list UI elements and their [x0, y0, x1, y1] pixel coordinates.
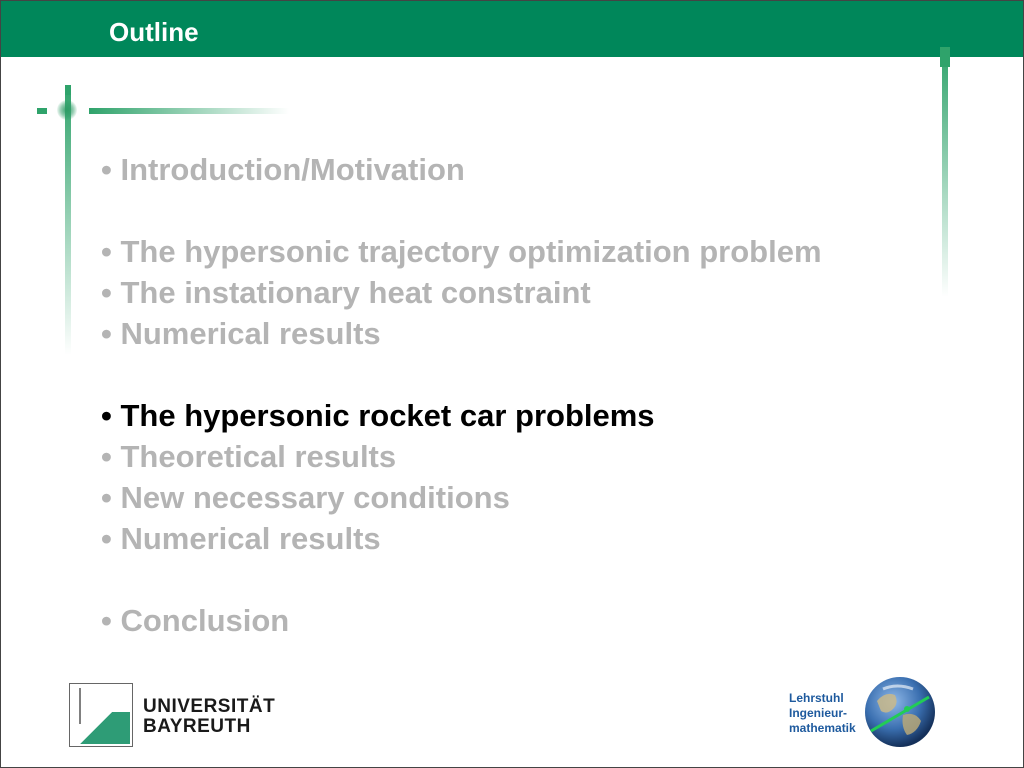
header-bar: [1, 1, 1023, 57]
decorative-accent-horizontal-line: [89, 108, 289, 114]
chair-name: [789, 691, 856, 736]
outline-item-heat-constraint: • The instationary heat constraint: [101, 275, 591, 310]
chair-name-line3: mathematik: [789, 721, 856, 735]
decorative-accent-right-line: [942, 47, 948, 297]
decorative-accent-glow-dot: [57, 100, 77, 120]
decorative-accent-top-tick: [65, 85, 71, 95]
decorative-accent-right-cap: [940, 47, 950, 67]
outline-item-theoretical-results: • Theoretical results: [101, 439, 397, 474]
outline-item-trajectory-problem: • The hypersonic trajectory optimization problem: [101, 234, 822, 269]
slide-title: Outline: [109, 17, 199, 47]
university-bayreuth-logo-icon: [69, 683, 133, 747]
outline-item-necessary-conditions: • New necessary conditions: [101, 480, 510, 515]
outline-item-introduction: • Introduction/Motivation: [101, 152, 465, 187]
outline-item-numerical-results-1: • Numerical results: [101, 316, 381, 351]
university-name: [143, 697, 275, 737]
outline-item-rocket-car-current: • The hypersonic rocket car problems: [101, 398, 655, 433]
chair-name-line2: Ingenieur-: [789, 706, 848, 720]
decorative-accent-vertical-line: [65, 85, 71, 355]
globe-icon: [863, 675, 937, 749]
outline-item-conclusion: • Conclusion: [101, 603, 290, 638]
decorative-accent-left-tick: [37, 108, 47, 114]
outline-list: [101, 149, 822, 641]
university-name-line1: UNIVERSITÄT: [143, 696, 276, 717]
outline-item-numerical-results-2: • Numerical results: [101, 521, 381, 556]
university-name-line2: BAYREUTH: [143, 716, 251, 737]
chair-name-line1: Lehrstuhl: [789, 691, 844, 705]
